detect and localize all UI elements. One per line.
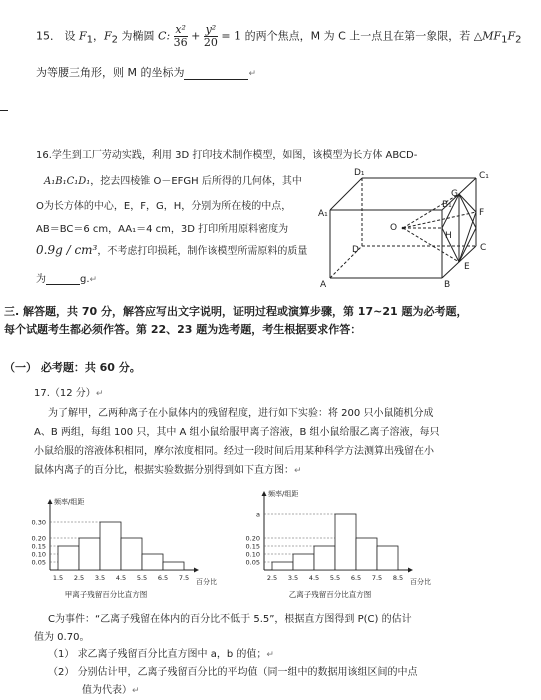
x-arrow-jia (194, 568, 199, 573)
chart-title-yi: 乙离子残留百分比直方图 (288, 590, 372, 599)
x-tick-label-yi: 5.5 (329, 574, 341, 582)
y-tick-label-yi: 0.20 (245, 534, 260, 543)
label-c: C (480, 243, 487, 253)
answer-blank (46, 273, 80, 285)
x-tick-label-yi: 6.5 (350, 574, 362, 582)
q17-sub2-cont: 值为代表）↵ (82, 685, 140, 696)
q17-p3: 小鼠给服的溶液体积相同，摩尔浓度相同。经过一段时间后用某种科学方法测算出残留在小 (34, 446, 434, 457)
label-a: A (320, 280, 327, 290)
q17-c2: 值为 0.70。 (34, 632, 90, 643)
bar-jia (163, 562, 184, 570)
q16-line2: A₁B₁C₁D₁，挖去四棱锥 O－EFGH 后所得的几何体，其中 (44, 176, 302, 187)
pyramid-base (459, 194, 476, 262)
face-gf (459, 194, 476, 212)
x-tick-label-jia: 4.5 (115, 574, 127, 582)
label-d1: D₁ (354, 168, 365, 178)
bar-jia (100, 522, 121, 570)
x-tick-label-jia: 3.5 (94, 574, 106, 582)
cuboid-figure (318, 166, 518, 291)
histogram-jia (18, 470, 217, 600)
x-tick-label-yi: 3.5 (287, 574, 299, 582)
label-b1: B₁ (442, 200, 452, 210)
y-tick-label-yi: 0.15 (245, 542, 260, 551)
label-e: E (464, 262, 470, 272)
bar-yi (335, 514, 356, 570)
q17-p4: 鼠体内离子的百分比，根据实验数据分别得到如下直方图：↵ (34, 465, 302, 476)
label-f: F (479, 208, 485, 218)
y-axis-label-yi: 频率/组距 (268, 490, 299, 498)
q15-line1: 15． 设 $F_1$，$F_2$ 为椭圆 C: $\frac{\text{x²}}{36}$ + $\frac{\text{y²}}{20}$ = 1 的两个焦点，M 为 C 上一点且在第一象限，若 $\triangle MF_1F_2$ (36, 23, 522, 49)
section3-line1: 三. 解答题，共 70 分，解答应写出文字说明，证明过程或演算步骤，第 17~21 题为必考题， (4, 305, 468, 318)
y-tick-label-yi: a (256, 510, 260, 519)
label-o: O (390, 223, 398, 233)
section3-line2: 每个试题考生都必须作答。第 22、23 题为选考题，考生根据要求作答： (4, 323, 362, 336)
y-arrow-yi (262, 491, 267, 496)
answer-blank (184, 66, 248, 80)
q17-sub2: （2） 分别估计甲，乙离子残留百分比的平均值（同一组中的数据用该组区间的中点 (48, 667, 418, 678)
y-tick-label-jia: 0.30 (31, 518, 46, 527)
label-g: G (451, 189, 458, 199)
y-arrow-jia (48, 499, 53, 504)
label-c1: C₁ (479, 171, 489, 181)
q17-sub1: （1） 求乙离子残留百分比直方图中 a，b 的值；↵ (48, 649, 274, 660)
label-b: B (444, 280, 451, 290)
bar-yi (293, 554, 314, 570)
q15-line2: 为等腰三角形，则 M 的坐标为 ↵ (36, 66, 257, 79)
q16-line4: AB＝BC＝6 cm，AA₁＝4 cm，3D 打印所用原料密度为 (36, 224, 289, 235)
y-tick-label-jia: 0.10 (31, 550, 46, 559)
q17-c1: C为事件：“乙离子残留在体内的百分比不低于 5.5”，根据直方图得到 P(C) 的估计 (48, 614, 412, 625)
y-tick-label-jia: 0.05 (31, 558, 46, 567)
part1-title: （一） 必考题：共 60 分。 (4, 361, 141, 374)
x-tick-label-jia: 6.5 (157, 574, 169, 582)
ellipse-equation: C: $\frac{\text{x²}}{36}$ + $\frac{\text{y²}}{20}$ = 1 (158, 23, 242, 49)
label-d: D (352, 245, 359, 255)
label-a1: A₁ (318, 209, 328, 219)
q17-p2: A、B 两组，每组 100 只，其中 A 组小鼠给服甲离子溶液，B 组小鼠给服乙离子溶液，每只 (34, 427, 440, 438)
section-divider (0, 110, 8, 111)
q16-line3: O为长方体的中心，E，F，G，H，分别为所在棱的中点， (36, 201, 292, 212)
bar-jia (142, 554, 163, 570)
bar-jia (79, 538, 100, 570)
histogram-yi (230, 470, 440, 600)
q15-number: 15． (36, 29, 61, 43)
q17-p1: 为了解甲，乙两种离子在小鼠体内的残留程度，进行如下实验：将 200 只小鼠随机分成 (48, 408, 434, 419)
q16-line1: 16.学生到工厂劳动实践，利用 3D 打印技术制作模型，如图，该模型为长方体 ABCD- (36, 150, 418, 161)
q16-line6: 为 g.↵ (36, 274, 98, 285)
x-tick-label-yi: 7.5 (371, 574, 383, 582)
bar-yi (356, 538, 377, 570)
bar-jia (58, 546, 79, 570)
q17-head: 17.（12 分）↵ (34, 388, 104, 399)
q16-line5: 0.9g / cm³，不考虑打印损耗，制作该模型所需原料的质量 (36, 243, 308, 257)
y-tick-label-yi: 0.10 (245, 550, 260, 559)
y-axis-label-jia: 频率/组距 (54, 498, 85, 506)
x-tick-label-jia: 5.5 (136, 574, 148, 582)
bar-yi (314, 546, 335, 570)
x-tick-label-yi: 4.5 (308, 574, 320, 582)
y-tick-label-yi: 0.05 (245, 558, 260, 567)
label-h: H (445, 231, 452, 241)
chart-title-jia: 甲离子残留百分比直方图 (64, 590, 148, 599)
pyramid-edge-of (403, 212, 476, 228)
x-tick-label-jia: 2.5 (73, 574, 85, 582)
bar-yi (272, 562, 293, 570)
x-axis-label-yi: 百分比 (410, 578, 431, 586)
x-tick-label-yi: 8.5 (392, 574, 404, 582)
bar-jia (121, 538, 142, 570)
y-tick-label-jia: 0.15 (31, 542, 46, 551)
x-tick-label-jia: 1.5 (52, 574, 64, 582)
x-tick-label-jia: 7.5 (178, 574, 190, 582)
x-axis-label-jia: 百分比 (196, 578, 217, 586)
x-tick-label-yi: 2.5 (266, 574, 278, 582)
y-tick-label-jia: 0.20 (31, 534, 46, 543)
bar-yi (377, 546, 398, 570)
edge-a1-d1 (330, 178, 362, 210)
x-arrow-yi (408, 568, 413, 573)
